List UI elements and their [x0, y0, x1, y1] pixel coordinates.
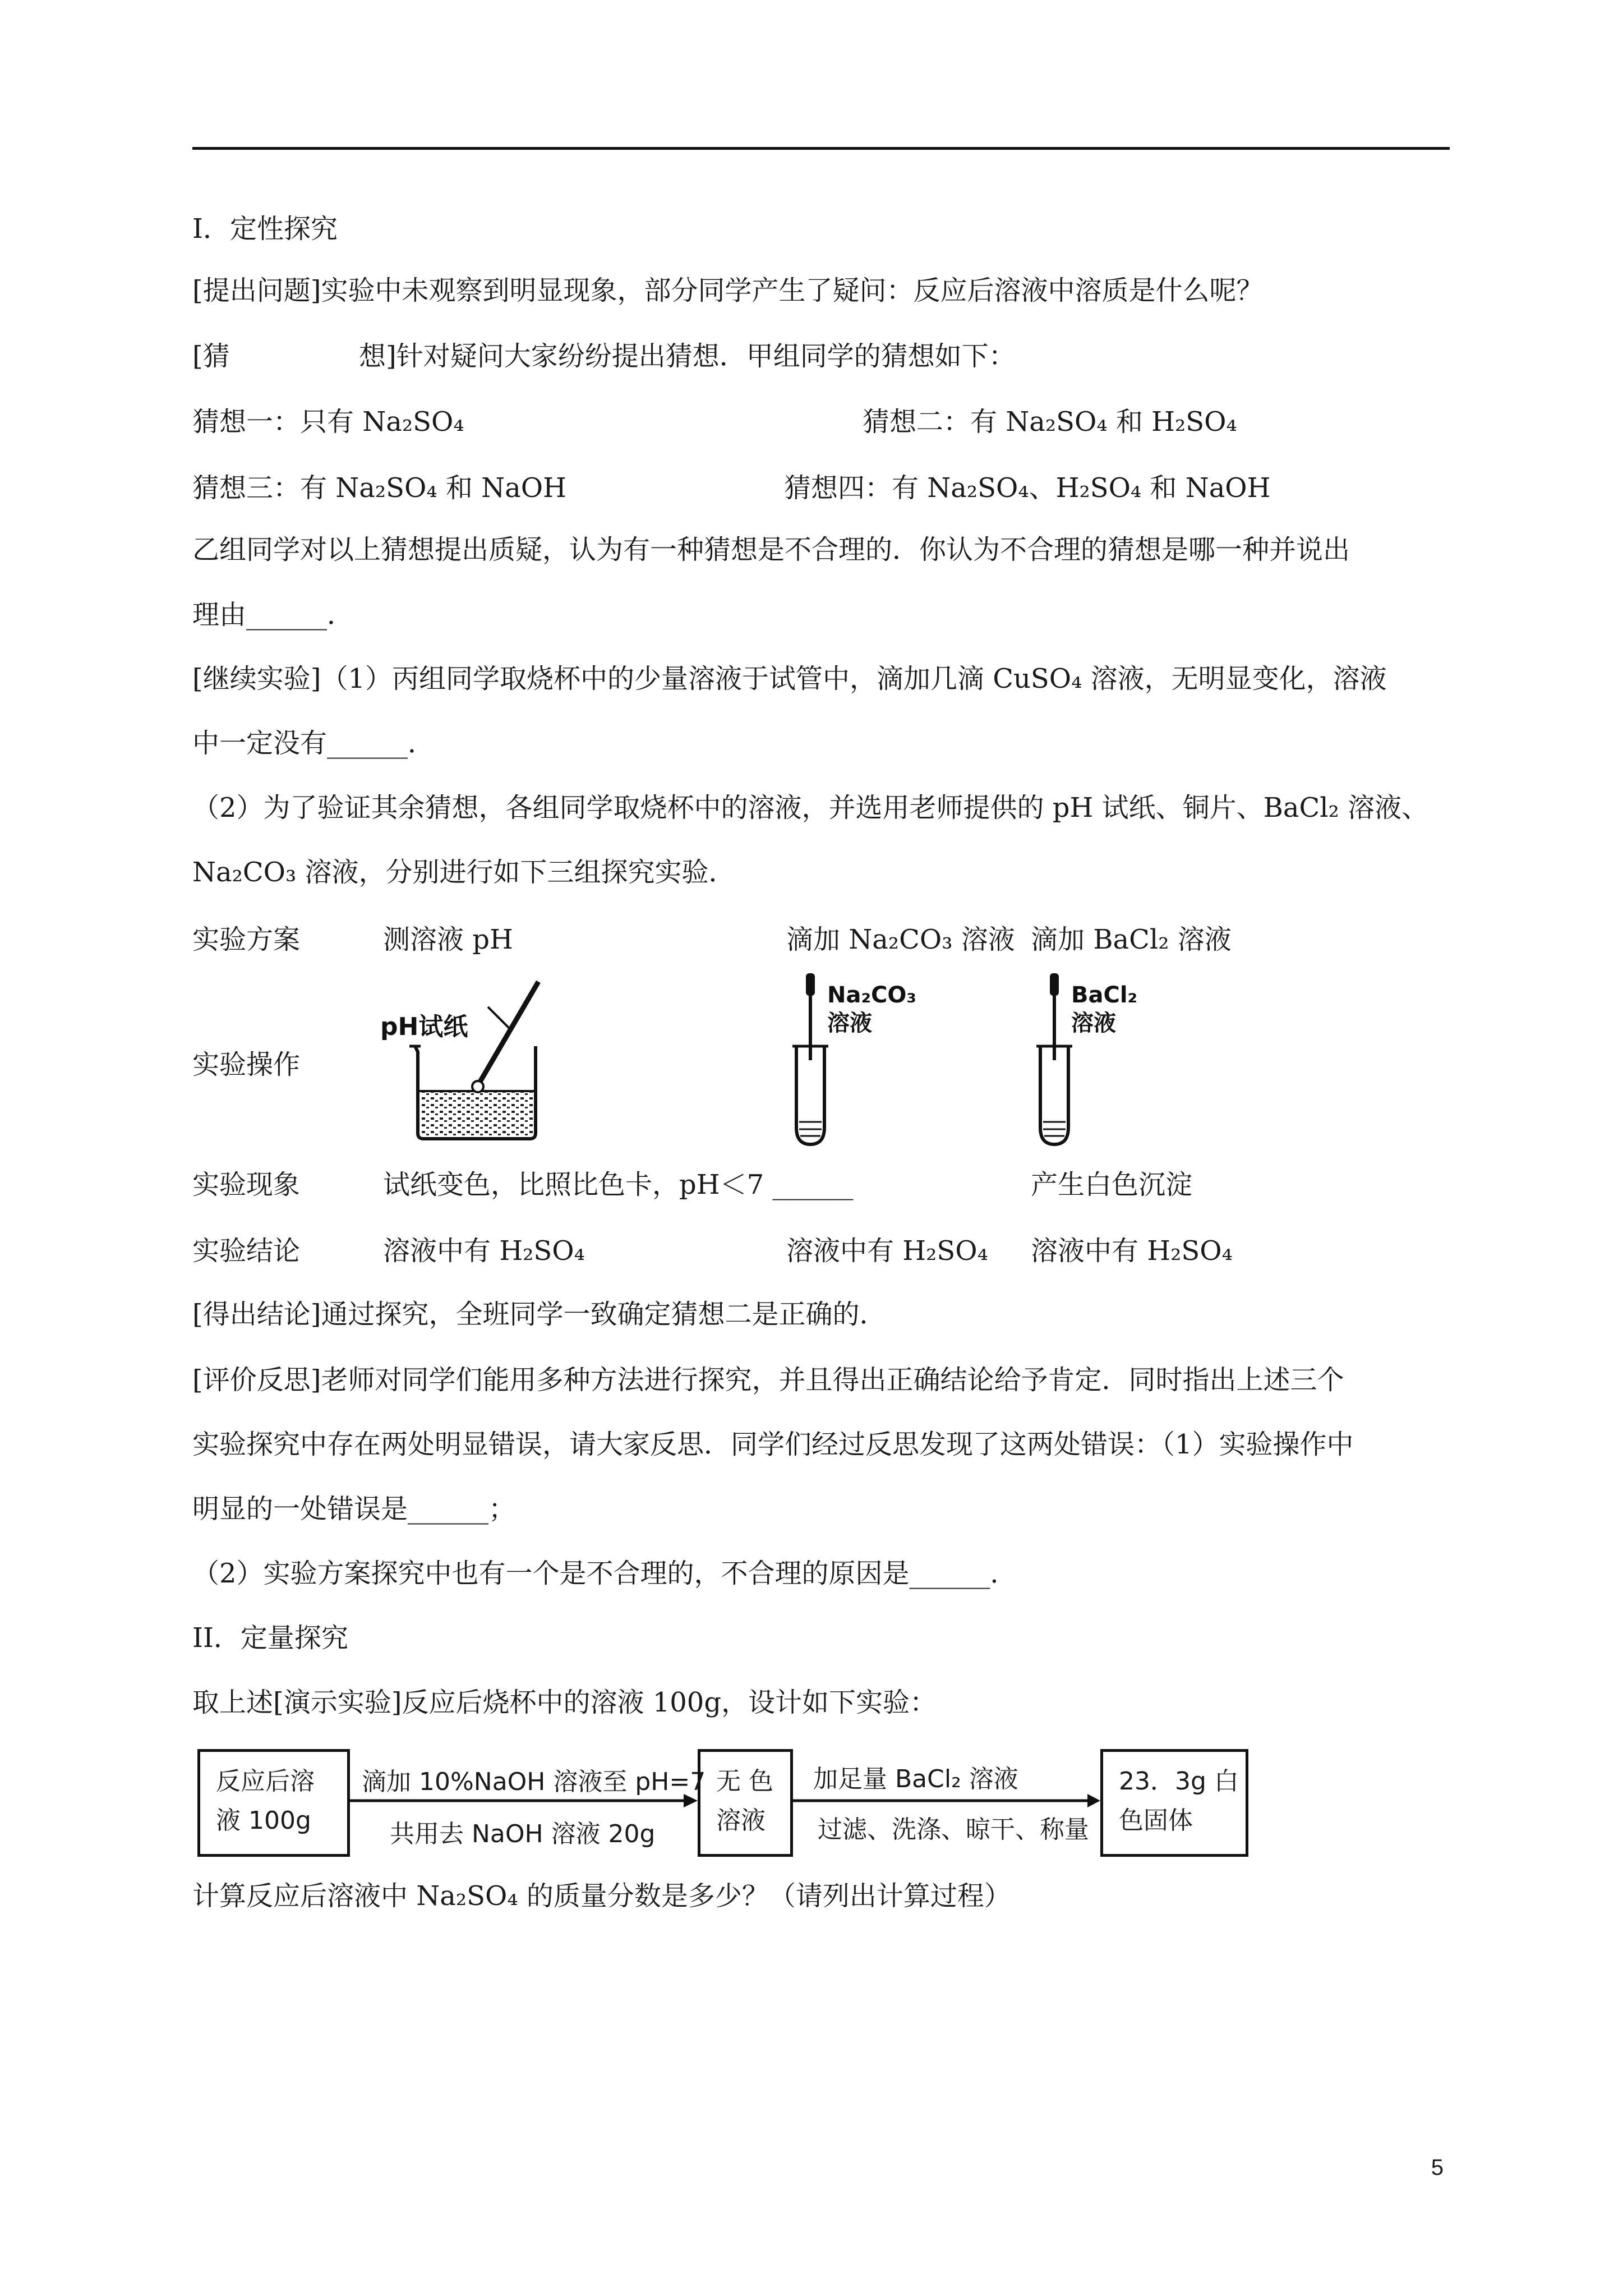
- text-line: [提出问题]实验中未观察到明显现象，部分同学产生了疑问：反应后溶液中溶质是什么呢？: [192, 275, 1264, 306]
- text-line: （2）为了验证其余猜想，各组同学取烧杯中的溶液，并选用老师提供的 pH 试纸、铜片、BaCl₂ 溶液、: [192, 792, 1429, 823]
- bacl2-dropper-tube-figure: [1009, 968, 1166, 1153]
- row-label-plan: 实验方案: [192, 924, 301, 955]
- text-line: 实验探究中存在两处明显错误，请大家反思．同学们经过反思发现了这两处错误：（1）实验操作中: [192, 1429, 1354, 1460]
- question-calc: 计算反应后溶液中 Na₂SO₄ 的质量分数是多少？（请列出计算过程）: [192, 1880, 1011, 1912]
- text-line: [继续实验]（1）丙组同学取烧杯中的少量溶液于试管中，滴加几滴 CuSO₄ 溶液，无明显变化，溶液: [192, 663, 1387, 694]
- row-label-operation: 实验操作: [192, 1049, 301, 1080]
- arrow1-bottom-label: 共用去 NaOH 溶液 20g: [390, 1820, 656, 1848]
- arrow2-bottom-label: 过滤、洗涤、晾干、称量: [818, 1815, 1089, 1844]
- conclusion-ph: 溶液中有 H₂SO₄: [383, 1235, 585, 1267]
- plan-bacl2: 滴加 BaCl₂ 溶液: [1031, 924, 1232, 955]
- beaker-ph-paper-figure: [376, 968, 561, 1147]
- text-line: 想]针对疑问大家纷纷提出猜想．甲组同学的猜想如下：: [359, 341, 1016, 372]
- conclusion-bacl2: 溶液中有 H₂SO₄: [1031, 1235, 1233, 1267]
- plan-ph: 测溶液 pH: [383, 924, 513, 955]
- plan-na2co3: 滴加 Na₂CO₃ 溶液: [786, 924, 1015, 955]
- text-line: （2）实验方案探究中也有一个是不合理的，不合理的原因是______．: [192, 1558, 1017, 1589]
- conclusion-na2co3: 溶液中有 H₂SO₄: [786, 1235, 988, 1267]
- na2co3-solution-label: 溶液: [827, 1010, 872, 1036]
- bacl2-label: BaCl₂: [1071, 982, 1138, 1008]
- flow-box-middle-line2: 溶液: [716, 1806, 766, 1835]
- bacl2-solution-label: 溶液: [1071, 1010, 1116, 1036]
- text-line: 明显的一处错误是______；: [192, 1493, 516, 1525]
- na2co3-label: Na₂CO₃: [827, 982, 916, 1008]
- section-title-quantitative: II．定量探究: [192, 1622, 348, 1654]
- flow-box-result-line2: 色固体: [1119, 1806, 1193, 1835]
- text-line: [猜: [192, 341, 230, 372]
- hypothesis-2: 猜想二：有 Na₂SO₄ 和 H₂SO₄: [863, 406, 1237, 438]
- flow-box-result: [1100, 1749, 1248, 1857]
- flow-box-result-line1: 23．3g 白: [1119, 1767, 1239, 1796]
- text-line: 取上述[演示实验]反应后烧杯中的溶液 100g，设计如下实验：: [192, 1687, 937, 1718]
- arrow1-top-label: 滴加 10%NaOH 溶液至 pH=7: [362, 1768, 706, 1796]
- section-title-qualitative: Ⅰ．定性探究: [192, 213, 338, 245]
- text-line: 理由______．: [192, 599, 354, 631]
- page-number: 5: [1431, 2155, 1444, 2180]
- row-label-phenomenon: 实验现象: [192, 1169, 301, 1200]
- na2co3-dropper-tube-figure: [766, 968, 923, 1153]
- phenomenon-bacl2: 产生白色沉淀: [1031, 1169, 1193, 1200]
- flow-box-middle-line1: 无 色: [716, 1767, 773, 1796]
- text-line: 乙组同学对以上猜想提出质疑，认为有一种猜想是不合理的．你认为不合理的猜想是哪一种并说出: [192, 534, 1350, 565]
- flow-arrow-1: [350, 1792, 698, 1809]
- text-line: [得出结论]通过探究，全班同学一致确定猜想二是正确的．: [192, 1299, 887, 1330]
- flow-box-start-line1: 反应后溶: [216, 1767, 315, 1796]
- arrow2-top-label: 加足量 BaCl₂ 溶液: [813, 1765, 1018, 1793]
- ph-paper-label: pH试纸: [380, 1013, 468, 1041]
- flow-box-start-line2: 液 100g: [216, 1806, 311, 1835]
- hypothesis-1: 猜想一：只有 Na₂SO₄: [192, 406, 464, 438]
- header-rule: [192, 147, 1450, 150]
- flow-box-start: [197, 1749, 350, 1857]
- row-label-conclusion: 实验结论: [192, 1235, 301, 1267]
- flow-arrow-2: [793, 1792, 1100, 1809]
- text-line: [评价反思]老师对同学们能用多种方法进行探究，并且得出正确结论给予肯定．同时指出上述三个: [192, 1364, 1344, 1396]
- text-line: Na₂CO₃ 溶液，分别进行如下三组探究实验．: [192, 857, 736, 888]
- phenomenon-ph: 试纸变色，比照比色卡，pH＜7 ______: [383, 1169, 854, 1200]
- flow-box-middle: [698, 1749, 793, 1857]
- text-line: 中一定没有______．: [192, 728, 435, 759]
- hypothesis-3: 猜想三：有 Na₂SO₄ 和 NaOH: [192, 472, 566, 504]
- hypothesis-4: 猜想四：有 Na₂SO₄、H₂SO₄ 和 NaOH: [784, 472, 1271, 504]
